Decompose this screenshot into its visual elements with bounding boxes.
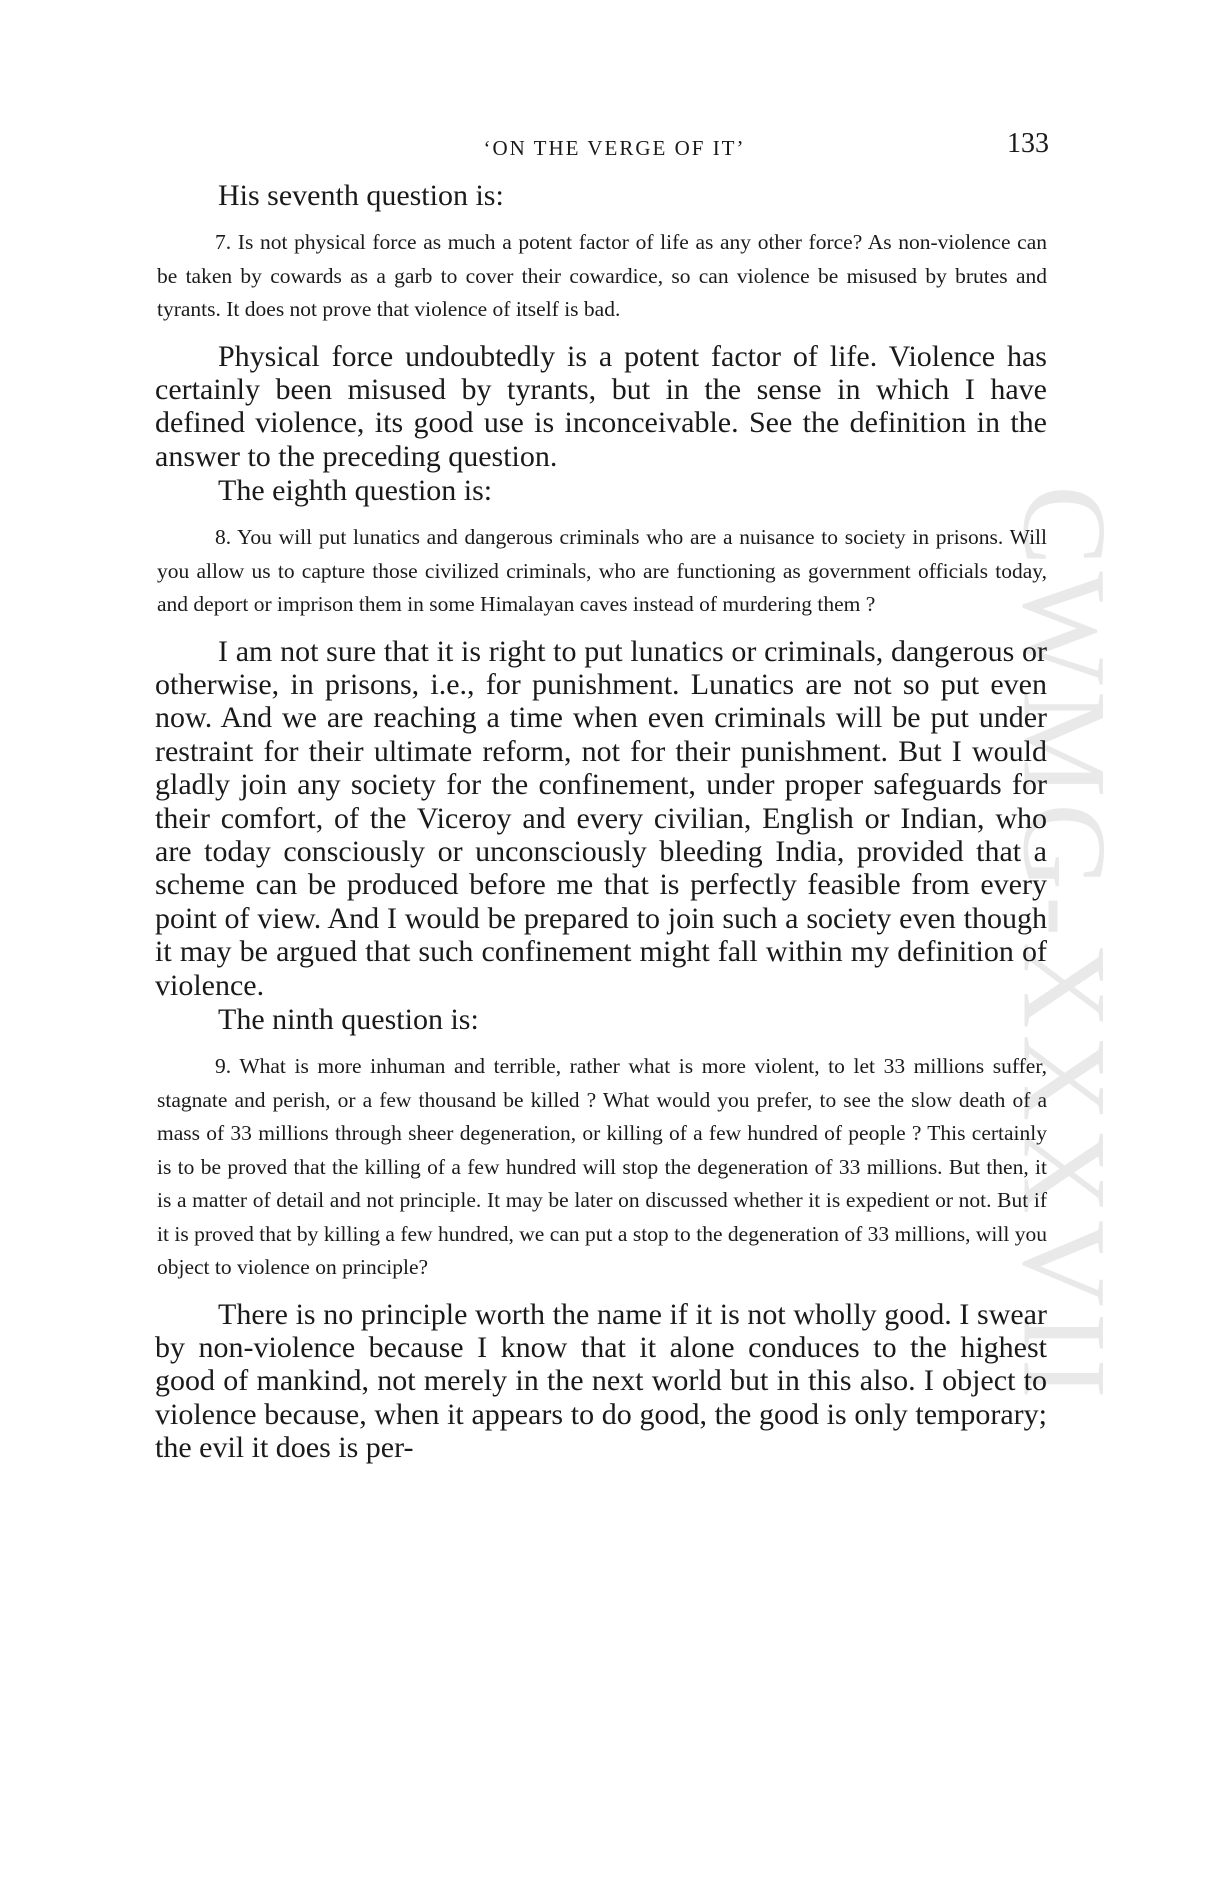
intro-ninth-question: The ninth question is: xyxy=(218,1003,479,1037)
question-9: 9. What is more inhuman and terrible, rather what is more violent, to let 33 millions suffer, stagnate and perish, or a few thousand be killed ? What would you prefer, to see the slow death of a mass of 33 millions through sheer degeneration, or killing of a few hundred of people ? This certainly is to be proved that the killing of a few hundred will stop the degeneration of 33 millions. But then, it is a matter of detail and not principle. It may be later on discussed whether it is expedient or not. But if it is proved that by killing a few hundred, we can put a stop to the degeneration of 33 millions, will you object to violence on principle? xyxy=(157,1054,1047,1280)
question-8: 8. You will put lunatics and dangerous criminals who are a nuisance to society in prisons. Will you allow us to capture those civilized criminals, who are functioning as government officials today, and deport or imprison them in some Himalayan caves instead of murdering them ? xyxy=(157,525,1047,617)
intro-seventh-question: His seventh question is: xyxy=(218,179,504,212)
running-title: ‘ON THE VERGE OF IT’ xyxy=(483,136,746,160)
answer-9: There is no principle worth the name if it is not wholly good. I swear by non-violence because I know that it alone conduces to the highest good of mankind, not merely in the next world but in this also. I object to violence because, when it appears to do good, the good is only temporary; the evil it does is per- xyxy=(155,1297,1047,1465)
body-text xyxy=(155,178,1047,1465)
intro-eighth-question: The eighth question is: xyxy=(218,474,493,508)
watermark-text: CWMG-XXXVII xyxy=(999,485,1132,1405)
answer-7: Physical force undoubtedly is a potent factor of life. Violence has certainly been misused by tyrants, but in the sense in which I have defined violence, its good use is inconceivable. See the definition in the answer to the preceding question. xyxy=(155,339,1047,473)
page-number: 133 xyxy=(1007,128,1049,159)
answer-8: I am not sure that it is right to put lunatics or criminals, dangerous or otherwise, in prisons, i.e., for punishment. Lunatics are not so put even now. And we are reaching a time when even criminals will be put under restraint for their ultimate reform, not for their punishment. But I would gladly join any society for the confinement, under proper safeguards for their comfort, of the Viceroy and every civilian, English or Indian, who are today consciously or unconsciously bleeding India, provided that a scheme can be produced before me that is perfectly feasible from every point of view. And I would be prepared to join such a society even though it may be argued that such confinement might fall within my definition of violence. xyxy=(155,634,1047,1002)
running-head xyxy=(0,128,1229,168)
question-7: 7. Is not physical force as much a potent factor of life as any other force? As non-violence can be taken by cowards as a garb to cover their cowardice, so can violence be misused by brutes and tyrants. It does not prove that violence of itself is bad. xyxy=(157,230,1047,321)
